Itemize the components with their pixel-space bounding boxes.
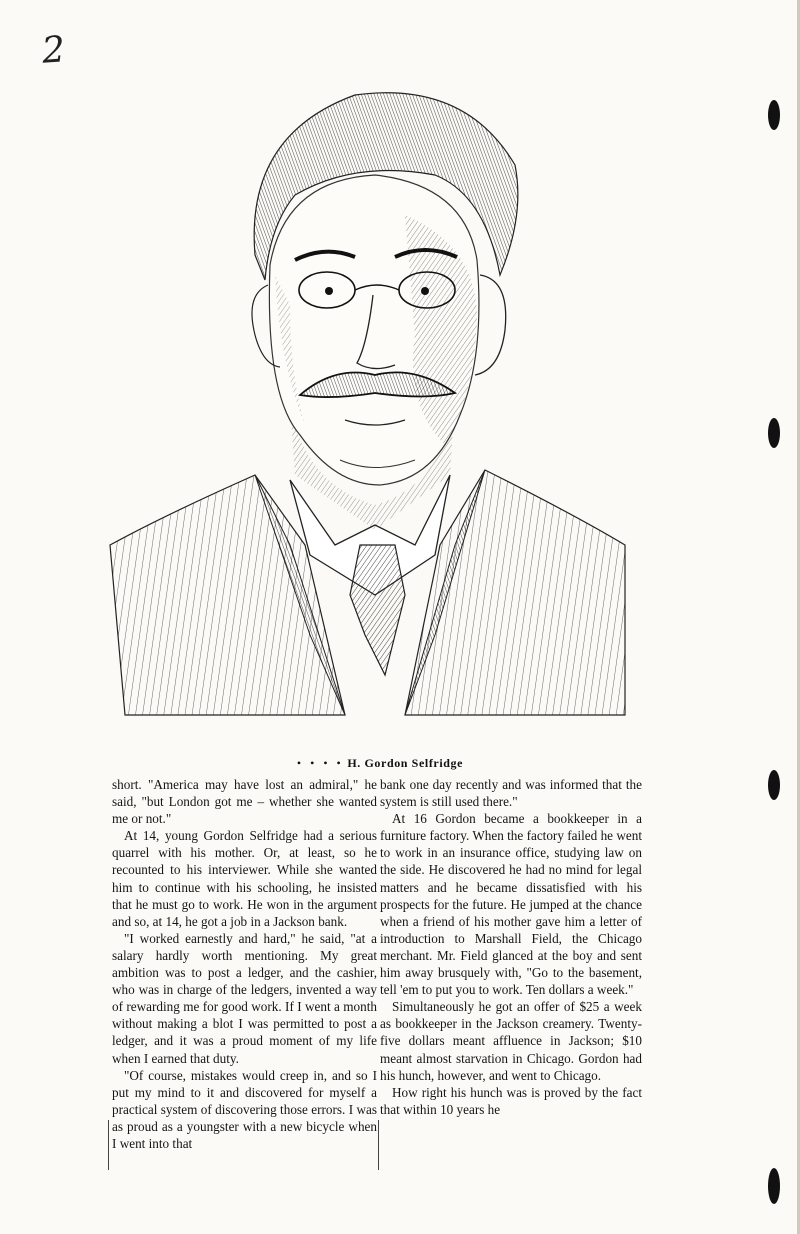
binder-hole-3 [768,770,780,800]
caption-name: H. Gordon Selfridge [347,756,464,770]
paragraph: How right his hunch was is proved by the fact that within 10 years he [380,1084,642,1117]
paragraph: "I worked earnestly and hard," he said, "at a salary hardly worth mentioning. My great ambition was to post a ledger, and the cashier, who was in charge of the ledgers, invented a way of rewarding me for good work. If I went a month without making a blot I was permitted to post a ledger, and it was a proud moment of my life when I earned that duty. [112,930,377,1066]
article-column-right [380,776,642,1118]
clipping-edge-left [108,1120,109,1170]
paragraph: At 16 Gordon became a bookkeeper in a furniture factory. When the factory failed he went to work in an insurance office, studying law on the side. He discovered he had no mind for legal matters and he became dissatisfied with his prospects for the future. He jumped at the chance when a friend of his mother gave him a letter of introduction to Marshall Field, the Chicago merchant. Mr. Field glanced at the boy and sent him away brusquely with, "Go to the basement, tell 'em to put you to work. Ten dollars a week." [380,811,642,998]
portrait-caption [0,756,760,771]
paragraph: bank one day recently and was informed that the system is still used there." [380,777,642,810]
paragraph: short. "America may have lost an admiral," he said, "but London got me – whether she wanted me or not." [112,777,377,827]
paragraph: At 14, young Gordon Selfridge had a serious quarrel with his mother. Or, at least, so he recounted to his interviewer. While she wanted him to continue with his schooling, he insisted that he must go to work. He won in the argument and so, at 14, he got a job in a Jackson bank. [112,828,377,929]
portrait-illustration [105,75,635,740]
paragraph: "Of course, mistakes would creep in, and so I put my mind to it and discovered for myself a practical system of discovering those errors. I was as proud as a youngster with a new bicycle when I went into that [112,1067,377,1151]
handwritten-page-number: 2 [40,29,67,72]
paragraph: Simultaneously he got an offer of $25 a week as bookkeeper in the Jackson creamery. Twenty-five dollars meant affluence in Jackson; $10 meant almost starvation in Chicago. Gordon had his hunch, however, and went to Chicago. [380,999,642,1083]
article-column-left [110,776,377,1152]
column-divider [378,1120,379,1170]
binder-hole-1 [768,100,780,130]
caption-dots: • • • • [296,756,344,770]
binder-hole-4 [768,1168,780,1204]
binder-hole-2 [768,418,780,448]
